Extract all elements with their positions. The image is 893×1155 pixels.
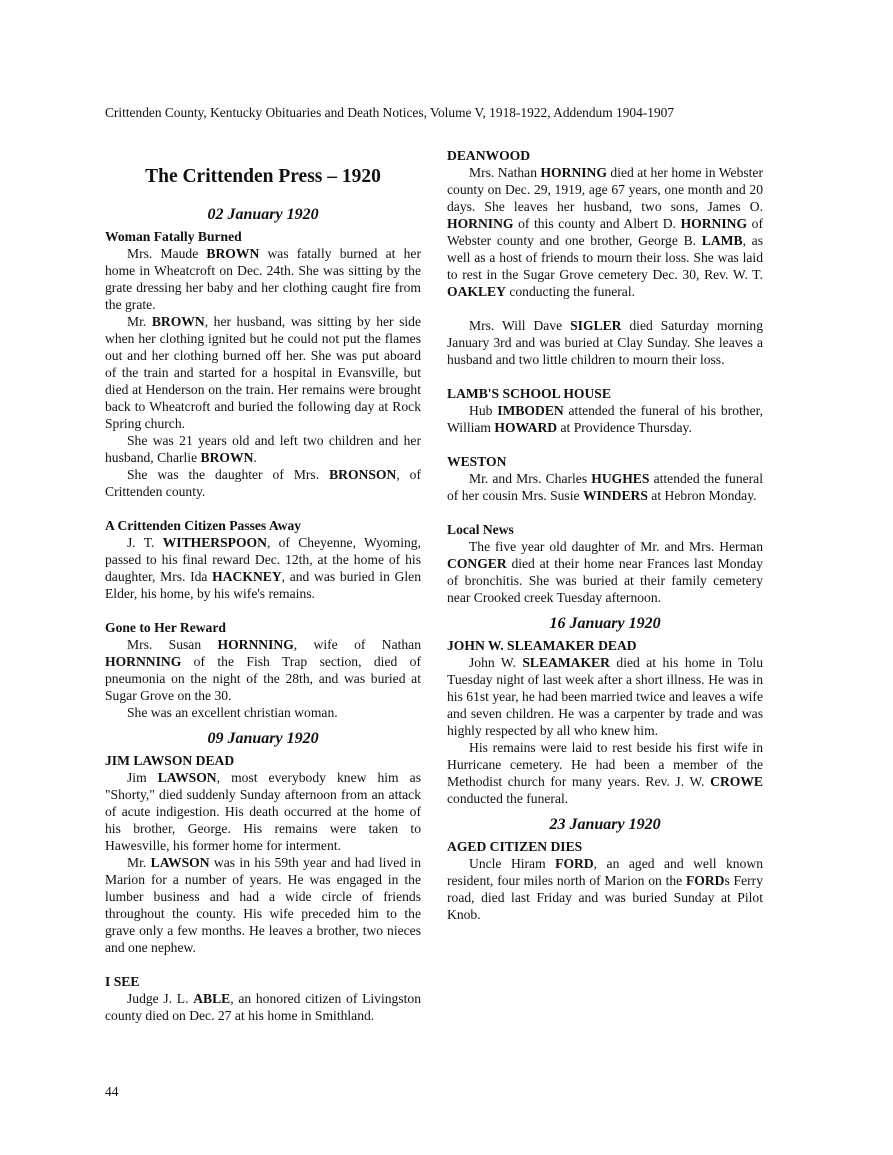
article-heading: A Crittenden Citizen Passes Away bbox=[105, 518, 302, 533]
spacer bbox=[105, 956, 421, 973]
article-heading: DEANWOOD bbox=[447, 148, 531, 163]
article-paragraph: Mr. BROWN, her husband, was sitting by her side when her clothing ignited but he could not put the flames out and her clothing burned off her. She was put aboard of the train and started for a hospital in Evansville, but died at Henderson on the train. Her remains were brought back to Wheatcroft and buried the following day at Rock Spring church. bbox=[105, 314, 422, 431]
article-paragraph: She was an excellent christian woman. bbox=[127, 705, 338, 720]
page-number: 44 bbox=[105, 1084, 119, 1099]
article-paragraph: J. T. WITHERSPOON, of Cheyenne, Wyoming, passed to his final reward Dec. 12th, at the home of his daughter, Mrs. Ida HACKNEY, and was buried in Glen Elder, his home, by his wife's remains. bbox=[105, 535, 421, 601]
spacer bbox=[105, 500, 421, 517]
issue-date-heading: 09 January 1920 bbox=[207, 730, 319, 747]
article-heading: I SEE bbox=[105, 974, 140, 989]
spacer bbox=[447, 300, 763, 317]
right-column bbox=[447, 147, 763, 923]
left-column-content bbox=[105, 205, 421, 1024]
article-heading: Gone to Her Reward bbox=[105, 620, 226, 635]
article-paragraph: John W. SLEAMAKER died at his home in Tolu Tuesday night of last week after a short illness. He was in his 61st year, he had been married twice and leaves a wife and seven children. He was a carpenter by trade and was highly respected by all who knew him. bbox=[447, 655, 763, 738]
article-heading: Local News bbox=[447, 522, 514, 537]
issue-date-heading: 16 January 1920 bbox=[549, 615, 661, 632]
article-paragraph: The five year old daughter of Mr. and Mrs. Herman CONGER died at their home near Frances last Monday of bronchitis. She was buried at their family cemetery near Crooked creek Tuesday afternoon. bbox=[447, 539, 763, 605]
publication-title: The Crittenden Press – 1920 bbox=[145, 166, 381, 187]
article-paragraph: Uncle Hiram FORD, an aged and well known resident, four miles north of Marion on the FORDs Ferry road, died last Friday and was buried Sunday at Pilot Knob. bbox=[447, 856, 764, 922]
article-paragraph: Mr. and Mrs. Charles HUGHES attended the funeral of her cousin Mrs. Susie WINDERS at Hebron Monday. bbox=[447, 471, 763, 503]
article-paragraph: She was the daughter of Mrs. BRONSON, of Crittenden county. bbox=[105, 467, 421, 499]
article-heading: LAMB'S SCHOOL HOUSE bbox=[447, 386, 611, 401]
article-paragraph: Mrs. Nathan HORNING died at her home in Webster county on Dec. 29, 1919, age 67 years, one month and 20 days. She leaves her husband, two sons, James O. HORNING of this county and Albert D. HORNING of Webster county and one brother, George B. LAMB, as well as a host of friends to mourn their loss. She was laid to rest in the Sugar Grove cemetery Dec. 30, Rev. W. T. OAKLEY conducting the funeral. bbox=[447, 165, 763, 299]
spacer bbox=[447, 504, 763, 521]
article-heading: Woman Fatally Burned bbox=[105, 229, 242, 244]
spacer bbox=[447, 368, 763, 385]
article-heading: AGED CITIZEN DIES bbox=[447, 839, 583, 854]
spacer bbox=[447, 436, 763, 453]
article-paragraph: Hub IMBODEN attended the funeral of his brother, William HOWARD at Providence Thursday. bbox=[447, 403, 763, 435]
issue-date-heading: 02 January 1920 bbox=[207, 206, 319, 223]
article-paragraph: Mrs. Will Dave SIGLER died Saturday morning January 3rd and was buried at Clay Sunday. She leaves a husband and two little children to mourn their loss. bbox=[447, 318, 763, 367]
running-header: Crittenden County, Kentucky Obituaries and Death Notices, Volume V, 1918-1922, Addendum 1904-1907 bbox=[105, 105, 675, 120]
article-paragraph: Mrs. Maude BROWN was fatally burned at her home in Wheatcroft on Dec. 24th. She was sitting by the grate dressing her baby and her clothing caught fire from the grate. bbox=[105, 246, 421, 312]
article-paragraph: Jim LAWSON, most everybody knew him as "Shorty," died suddenly Sunday afternoon from an attack of acute indigestion. His death occurred at the home of his brother, George. His remains were taken to Hawesville, his former home for interment. bbox=[105, 770, 421, 853]
right-column-content bbox=[447, 147, 763, 923]
issue-date-heading: 23 January 1920 bbox=[549, 816, 661, 833]
article-heading: WESTON bbox=[447, 454, 507, 469]
article-heading: JIM LAWSON DEAD bbox=[105, 753, 235, 768]
article-paragraph: Mrs. Susan HORNNING, wife of Nathan HORNNING of the Fish Trap section, died of pneumonia on the night of the 28th, and was buried at Sugar Grove on the 30. bbox=[105, 637, 422, 703]
article-paragraph: Judge J. L. ABLE, an honored citizen of Livingston county died on Dec. 27 at his home in Smithland. bbox=[105, 991, 421, 1023]
left-column bbox=[105, 147, 421, 1024]
article-paragraph: His remains were laid to rest beside his first wife in Hurricane cemetery. He had been a member of the Methodist church for many years. Rev. J. W. CROWE conducted the funeral. bbox=[447, 740, 763, 806]
article-paragraph: Mr. LAWSON was in his 59th year and had lived in Marion for a number of years. He was engaged in the lumber business and had a wide circle of friends throughout the county. His wife preceded him to the grave only a few months. He leaves a brother, two nieces and one nephew. bbox=[105, 855, 421, 955]
article-heading: JOHN W. SLEAMAKER DEAD bbox=[447, 638, 637, 653]
spacer bbox=[105, 602, 421, 619]
article-paragraph: She was 21 years old and left two children and her husband, Charlie BROWN. bbox=[105, 433, 421, 465]
